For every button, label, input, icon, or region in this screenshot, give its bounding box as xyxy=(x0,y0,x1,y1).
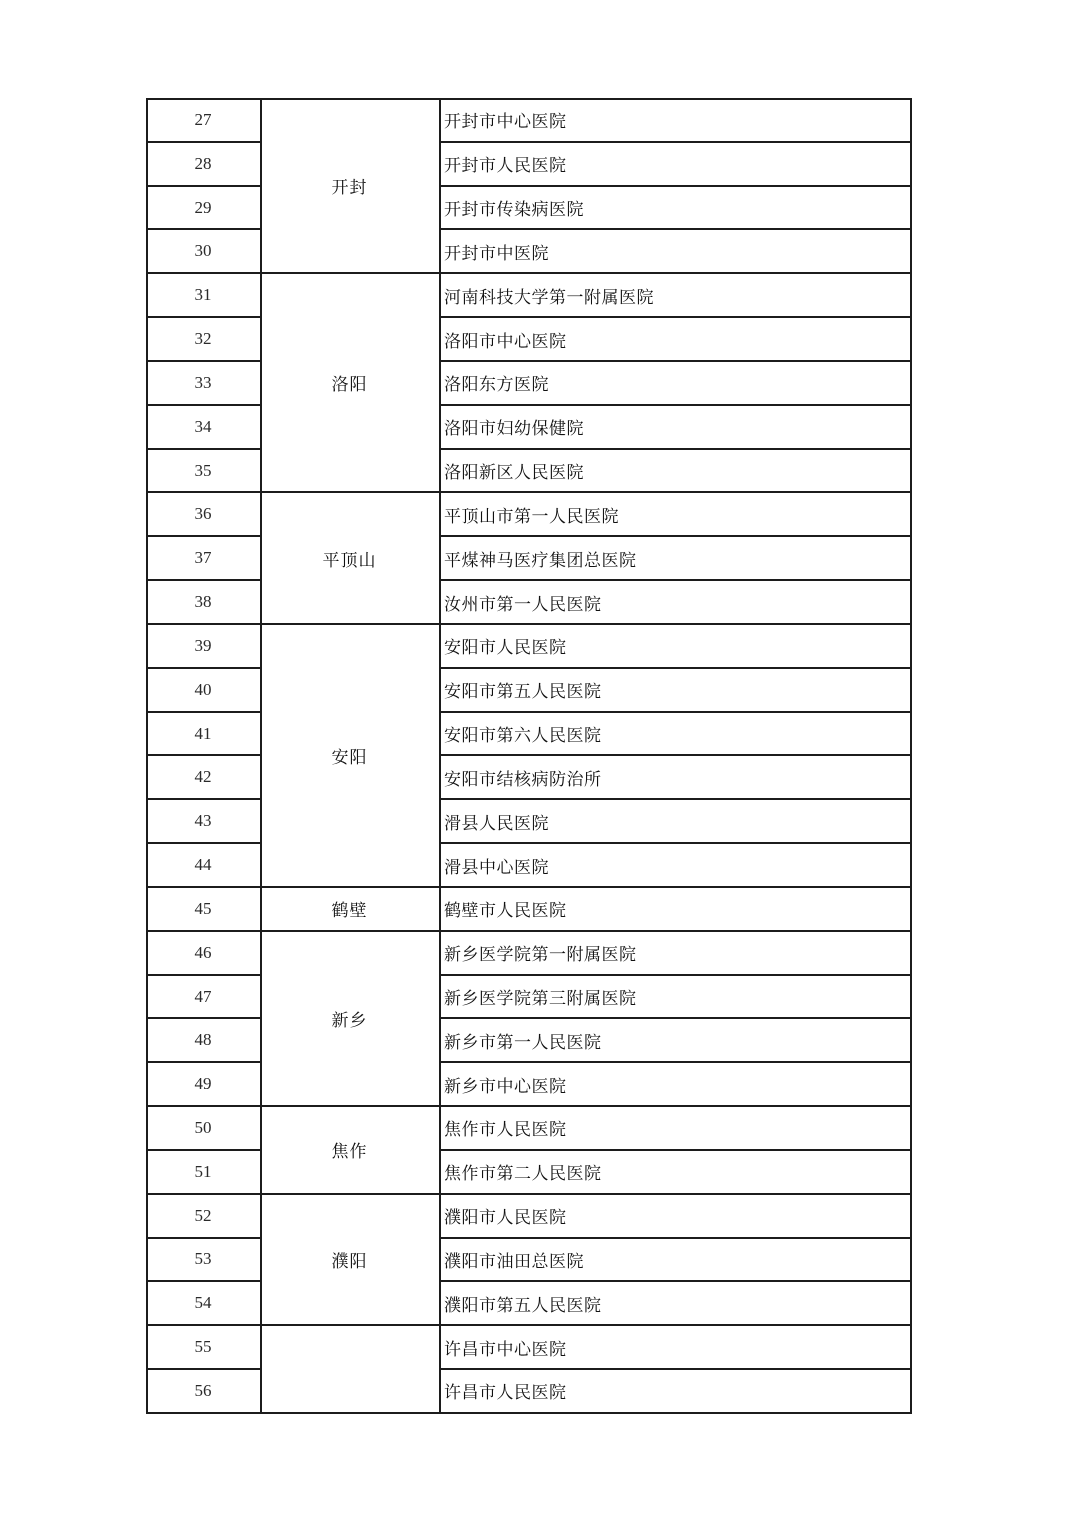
city-cell: 鹤壁 xyxy=(260,887,439,931)
row-number: 30 xyxy=(146,229,260,273)
hospital-name: 河南科技大学第一附属医院 xyxy=(439,273,912,317)
row-divider xyxy=(439,1237,912,1239)
city-cell: 濮阳 xyxy=(260,1194,439,1325)
hospital-name: 开封市中心医院 xyxy=(439,98,912,142)
city-cell: 平顶山 xyxy=(260,492,439,623)
row-divider xyxy=(439,798,912,800)
hospital-name: 洛阳新区人民医院 xyxy=(439,449,912,493)
row-number: 44 xyxy=(146,843,260,887)
row-divider xyxy=(146,1193,912,1195)
row-number: 52 xyxy=(146,1194,260,1238)
row-number: 51 xyxy=(146,1150,260,1194)
hospital-name: 平顶山市第一人民医院 xyxy=(439,492,912,536)
city-cell: 焦作 xyxy=(260,1106,439,1194)
row-number: 50 xyxy=(146,1106,260,1150)
row-number: 48 xyxy=(146,1018,260,1062)
row-number: 42 xyxy=(146,755,260,799)
row-divider xyxy=(439,360,912,362)
row-divider xyxy=(146,711,262,713)
hospital-name: 开封市传染病医院 xyxy=(439,186,912,230)
row-divider xyxy=(146,798,262,800)
row-number: 32 xyxy=(146,317,260,361)
row-number: 41 xyxy=(146,712,260,756)
row-divider xyxy=(146,228,262,230)
row-divider xyxy=(439,1368,912,1370)
city-cell: 洛阳 xyxy=(260,273,439,492)
hospital-name: 濮阳市油田总医院 xyxy=(439,1238,912,1282)
row-divider xyxy=(146,1237,262,1239)
hospital-name: 洛阳市妇幼保健院 xyxy=(439,405,912,449)
hospital-name: 滑县人民医院 xyxy=(439,799,912,843)
row-number: 49 xyxy=(146,1062,260,1106)
hospital-name: 濮阳市人民医院 xyxy=(439,1194,912,1238)
hospital-name: 汝州市第一人民医院 xyxy=(439,580,912,624)
row-divider xyxy=(439,1149,912,1151)
row-divider xyxy=(146,623,912,625)
row-number: 38 xyxy=(146,580,260,624)
hospital-name: 安阳市人民医院 xyxy=(439,624,912,668)
row-number: 31 xyxy=(146,273,260,317)
hospital-name: 开封市人民医院 xyxy=(439,142,912,186)
row-divider xyxy=(146,535,262,537)
row-divider xyxy=(146,930,912,932)
row-divider xyxy=(439,228,912,230)
row-divider xyxy=(146,1412,912,1414)
row-number: 45 xyxy=(146,887,260,931)
hospital-table xyxy=(146,98,912,1413)
row-divider xyxy=(146,141,262,143)
hospital-name: 新乡医学院第三附属医院 xyxy=(439,975,912,1019)
row-divider xyxy=(146,316,262,318)
row-divider xyxy=(146,754,262,756)
row-number: 40 xyxy=(146,668,260,712)
hospital-name: 安阳市结核病防治所 xyxy=(439,755,912,799)
hospital-name: 许昌市中心医院 xyxy=(439,1325,912,1369)
hospital-name: 滑县中心医院 xyxy=(439,843,912,887)
row-divider xyxy=(146,448,262,450)
row-divider xyxy=(439,579,912,581)
row-number: 28 xyxy=(146,142,260,186)
hospital-name: 新乡市第一人民医院 xyxy=(439,1018,912,1062)
border-top xyxy=(146,98,912,100)
row-number: 56 xyxy=(146,1369,260,1413)
hospital-name: 洛阳东方医院 xyxy=(439,361,912,405)
row-divider xyxy=(439,1017,912,1019)
row-number: 43 xyxy=(146,799,260,843)
row-divider xyxy=(146,974,262,976)
hospital-name: 鹤壁市人民医院 xyxy=(439,887,912,931)
row-divider xyxy=(146,404,262,406)
row-number: 27 xyxy=(146,98,260,142)
row-number: 54 xyxy=(146,1281,260,1325)
row-number: 35 xyxy=(146,449,260,493)
hospital-name: 新乡市中心医院 xyxy=(439,1062,912,1106)
row-divider xyxy=(439,1061,912,1063)
hospital-name: 濮阳市第五人民医院 xyxy=(439,1281,912,1325)
hospital-name: 开封市中医院 xyxy=(439,229,912,273)
row-divider xyxy=(146,491,912,493)
row-divider xyxy=(439,667,912,669)
row-number: 33 xyxy=(146,361,260,405)
hospital-name: 平煤神马医疗集团总医院 xyxy=(439,536,912,580)
hospital-name: 焦作市第二人民医院 xyxy=(439,1150,912,1194)
row-divider xyxy=(439,535,912,537)
row-number: 36 xyxy=(146,492,260,536)
row-number: 34 xyxy=(146,405,260,449)
row-divider xyxy=(146,1061,262,1063)
row-number: 39 xyxy=(146,624,260,668)
row-divider xyxy=(146,1280,262,1282)
hospital-name: 新乡医学院第一附属医院 xyxy=(439,931,912,975)
row-number: 29 xyxy=(146,186,260,230)
row-divider xyxy=(146,1149,262,1151)
row-divider xyxy=(439,185,912,187)
row-divider xyxy=(146,360,262,362)
hospital-name: 洛阳市中心医院 xyxy=(439,317,912,361)
row-divider xyxy=(146,842,262,844)
row-divider xyxy=(439,711,912,713)
city-cell xyxy=(260,1325,439,1413)
row-number: 37 xyxy=(146,536,260,580)
row-number: 46 xyxy=(146,931,260,975)
row-divider xyxy=(146,667,262,669)
row-divider xyxy=(146,1324,912,1326)
row-divider xyxy=(439,754,912,756)
row-divider xyxy=(439,842,912,844)
row-divider xyxy=(146,886,912,888)
row-divider xyxy=(146,1105,912,1107)
row-divider xyxy=(439,404,912,406)
hospital-name: 安阳市第五人民医院 xyxy=(439,668,912,712)
hospital-name: 安阳市第六人民医院 xyxy=(439,712,912,756)
row-divider xyxy=(439,141,912,143)
hospital-name: 焦作市人民医院 xyxy=(439,1106,912,1150)
row-number: 53 xyxy=(146,1238,260,1282)
hospital-name: 许昌市人民医院 xyxy=(439,1369,912,1413)
row-divider xyxy=(146,185,262,187)
city-cell: 新乡 xyxy=(260,931,439,1106)
city-cell: 安阳 xyxy=(260,624,439,887)
row-number: 55 xyxy=(146,1325,260,1369)
row-divider xyxy=(146,1017,262,1019)
row-divider xyxy=(146,1368,262,1370)
row-divider xyxy=(439,974,912,976)
row-divider xyxy=(439,448,912,450)
row-divider xyxy=(146,272,912,274)
row-divider xyxy=(146,579,262,581)
row-divider xyxy=(439,316,912,318)
city-cell: 开封 xyxy=(260,98,439,273)
row-number: 47 xyxy=(146,975,260,1019)
row-divider xyxy=(439,1280,912,1282)
